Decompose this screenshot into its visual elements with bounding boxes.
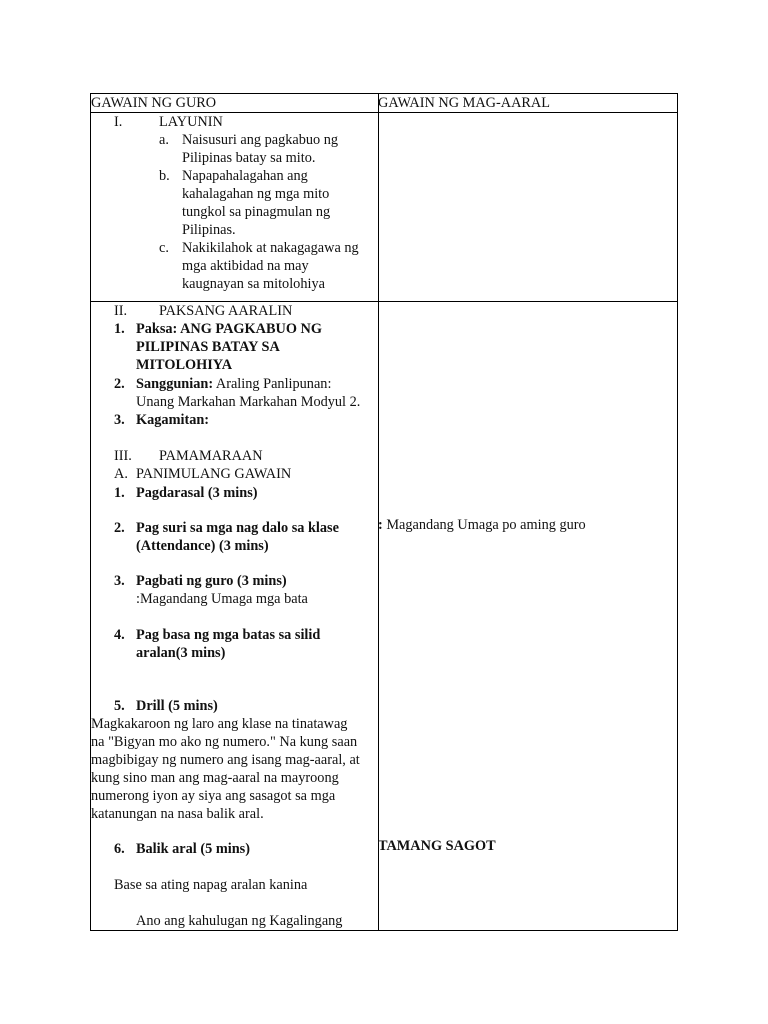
kagamitan-label: Kagamitan: [136, 412, 210, 428]
panimulang-title: PANIMULANG GAWAIN [136, 466, 292, 482]
step-title: Pagdarasal (3 mins) [136, 485, 258, 501]
step-title: Drill (5 mins) [136, 698, 218, 714]
kagamitan-number: 3. [114, 412, 125, 428]
paksa-line: Paksa: ANG PAGKABUO NG [136, 321, 322, 337]
step-number: 2. [114, 520, 125, 536]
header-teacher-activity: GAWAIN NG GURO [91, 95, 217, 111]
objective-c-line: Nakikilahok at nakagagawa ng [182, 240, 359, 256]
sanggunian-label: Sanggunian: [136, 376, 214, 392]
student-answer: TAMANG SAGOT [378, 838, 496, 854]
greeting-colon: : [378, 517, 383, 533]
objective-c-marker: c. [159, 240, 169, 256]
sanggunian-text: Araling Panlipunan: [213, 376, 332, 392]
paksang-aaralin-numeral: II. [114, 303, 128, 319]
drill-text-line: magbibigay ng numero ang isang mag-aaral, at [91, 752, 360, 768]
drill-text-line: katanungan na nasa balik aral. [91, 806, 264, 822]
paksa-line: MITOLOHIYA [136, 357, 233, 373]
objective-b-line: tungkol sa pinagmulan ng [182, 204, 331, 220]
step-title: Pagbati ng guro (3 mins) [136, 573, 287, 589]
objective-a-line: Naisusuri ang pagkabuo ng [182, 132, 339, 148]
student-greeting [378, 516, 586, 534]
drill-text-line: na "Bigyan mo ako ng numero." Na kung saan [91, 734, 358, 750]
drill-text-line: kung sino man ang mag-aaral na mayroong [91, 770, 339, 786]
step-number: 3. [114, 573, 125, 589]
drill-text-line: numerong iyon ay siya ang sasagot sa mga [91, 788, 336, 804]
layunin-title: LAYUNIN [159, 114, 223, 130]
step-title: aralan(3 mins) [136, 645, 226, 661]
step-title: Pag suri sa mga nag dalo sa klase [136, 520, 339, 536]
step-number: 1. [114, 485, 125, 501]
objective-b-line: kahalagahan ng mga mito [182, 186, 330, 202]
objective-a-line: Pilipinas batay sa mito. [182, 150, 316, 166]
objective-a-marker: a. [159, 132, 169, 148]
step-number: 5. [114, 698, 125, 714]
step-title: Balik aral (5 mins) [136, 841, 250, 857]
objective-c-line: mga aktibidad na may [182, 258, 309, 274]
objective-c-line: kaugnayan sa mitolohiya [182, 276, 325, 292]
greeting-note: :Magandang Umaga mga bata [136, 591, 308, 607]
sanggunian-text-2: Unang Markahan Markahan Modyul 2. [136, 394, 361, 410]
step-number: 6. [114, 841, 125, 857]
step-title: (Attendance) (3 mins) [136, 538, 269, 554]
balik-aral-question: Ano ang kahulugan ng Kagalingang [136, 913, 343, 929]
paksang-aaralin-title: PAKSANG AARALIN [159, 303, 293, 319]
sanggunian-line [136, 375, 331, 393]
sanggunian-number: 2. [114, 376, 125, 392]
step-number: 4. [114, 627, 125, 643]
balik-aral-text: Base sa ating napag aralan kanina [114, 877, 308, 893]
step-title: Pag basa ng mga batas sa silid [136, 627, 321, 643]
paksa-number: 1. [114, 321, 125, 337]
column-divider [378, 94, 379, 930]
pamamaraan-numeral: III. [114, 448, 132, 464]
objective-b-line: Pilipinas. [182, 222, 236, 238]
greeting-text: Magandang Umaga po aming guro [382, 517, 586, 533]
objective-b-marker: b. [159, 168, 170, 184]
pamamaraan-title: PAMAMARAAN [159, 448, 263, 464]
drill-text-line: Magkakaroon ng laro ang klase na tinatawag [91, 716, 348, 732]
objective-b-line: Napapahalagahan ang [182, 168, 308, 184]
panimulang-letter: A. [114, 466, 128, 482]
layunin-numeral: I. [114, 114, 123, 130]
header-student-activity: GAWAIN NG MAG-AARAL [378, 95, 550, 111]
paksa-line: PILIPINAS BATAY SA [136, 339, 280, 355]
